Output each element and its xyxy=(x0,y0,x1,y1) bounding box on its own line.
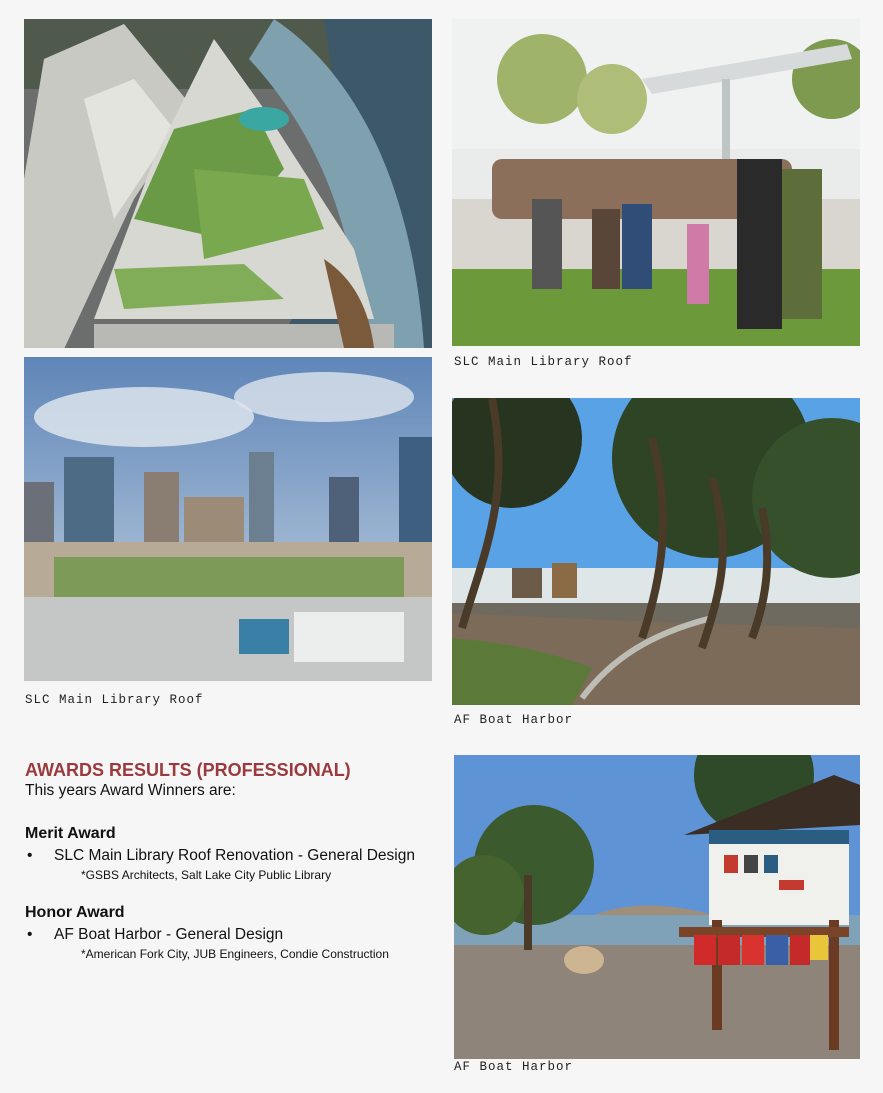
awards-title: AWARDS RESULTS (PROFESSIONAL) xyxy=(25,760,351,780)
bullet: • xyxy=(27,926,33,943)
merit-award-project: SLC Main Library Roof Renovation - General Design xyxy=(54,847,415,864)
bullet: • xyxy=(27,847,33,864)
library-roof-aerial-photo xyxy=(24,19,432,348)
honor-award-item xyxy=(25,925,445,945)
library-roof-skyline-photo xyxy=(24,357,432,681)
awards-section xyxy=(25,760,445,961)
honor-award-heading: Honor Award xyxy=(25,904,125,921)
caption-library-roof-top: SLC Main Library Roof xyxy=(454,355,633,369)
boat-harbor-lifejacket-photo xyxy=(454,755,860,1059)
caption-library-roof-bottom: SLC Main Library Roof xyxy=(25,693,204,707)
boat-harbor-trees-photo xyxy=(452,398,860,705)
awards-intro: This years Award Winners are: xyxy=(25,782,236,799)
honor-award-credit: *American Fork City, JUB Engineers, Condie Construction xyxy=(81,947,389,961)
library-roof-crowd-photo xyxy=(452,19,860,346)
merit-award-item xyxy=(25,846,445,866)
honor-award-project: AF Boat Harbor - General Design xyxy=(54,926,284,943)
caption-boat-harbor-top: AF Boat Harbor xyxy=(454,713,574,727)
merit-award-credit: *GSBS Architects, Salt Lake City Public Library xyxy=(81,868,332,882)
caption-boat-harbor-bottom: AF Boat Harbor xyxy=(454,1060,574,1074)
merit-award-heading: Merit Award xyxy=(25,825,116,842)
